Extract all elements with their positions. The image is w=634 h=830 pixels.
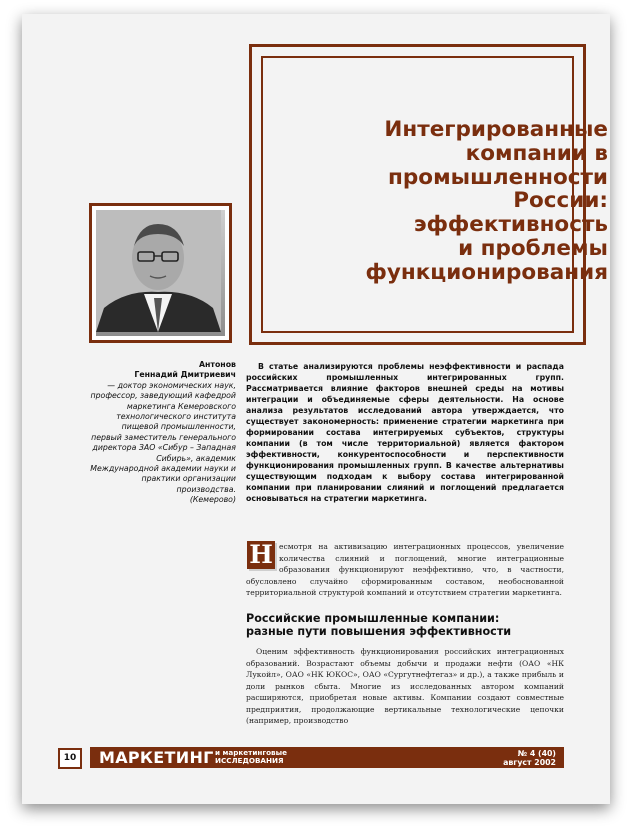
author-given-names: Геннадий Дмитриевич (134, 370, 236, 380)
issue-number: № 4 (40) (517, 749, 556, 758)
article-title: Интегрированные компании в промышленности России: эффективность и проблемы функционирования (365, 117, 608, 285)
magazine-subtitle-line-1: и маркетинговые (215, 748, 287, 757)
author-photo (96, 210, 225, 336)
magazine-subtitle-line-2: ИССЛЕДОВАНИЯ (215, 756, 284, 765)
page-number: 10 (58, 748, 82, 769)
author-photo-frame (89, 203, 232, 343)
issue-date: август 2002 (503, 758, 556, 767)
footer-bar (90, 747, 564, 768)
magazine-name: МАРКЕТИНГ (99, 748, 214, 767)
magazine-subtitle (215, 749, 287, 765)
issue-info (503, 749, 556, 767)
body-paragraph-1-text: есмотря на активизацию интеграционных процессов, увеличение количества слияний и поглощений, многие интеграционные образования функционируют неэффективно, что, в частности, обусловлено случайно сформированным составом, необоснованной территориальной структурой компаний и отсутствием стратегии маркетинга. (246, 542, 564, 597)
section-heading: Российские промышленные компании: разные пути повышения эффективности (246, 612, 512, 638)
body-paragraph-2: Оценим эффективность функционирования российских интеграционных образований. Возрастают объемы добычи и продажи нефти (ОАО «НК Лукойл», ОАО «НК ЮКОС», ОАО «Сургутнефтегаз» и др.), а также прибыль и доли рынков сбыта. Многие из исследованных автором компаний расширяются, приобретая новые активы. Компании создают совместные предприятия, продолжающие вертикальные технологические цепочки (например, производство (246, 647, 564, 725)
drop-cap: Н (247, 541, 275, 569)
author-info (90, 360, 236, 506)
author-surname: Антонов (199, 360, 236, 369)
article-abstract: В статье анализируются проблемы неэффективности и распада российских промышленных интегрированных групп. Рассматривается влияние факторов внешней среды на мотивы интеграции и объединяемые сферы деятельности. На основе анализа результатов исследований автора утверждается, что существует закономерность: применение стратегии маркетинга при формировании состава интегрируемых субъектов, структуры компании (в том числе территориальной) является фактором эффективности, конкурентоспособности и перспективности функционирования промышленных групп. В качестве альтернативы существующим подходам к выбору состава интегрированной компании при планировании слияний и поглощений предлагается основываться на стратегии маркетинга. (246, 362, 564, 503)
body-paragraph-1 (246, 541, 564, 599)
author-bio: — доктор экономических наук, профессор, заведующий кафедрой маркетинга Кемеровского технологического института пищевой промышленности, первый заместитель генерального директора ЗАО «Сибур – Западная Сибирь», академик Международной академии науки и практики организации производства. (90, 380, 236, 494)
author-portrait-illustration (96, 210, 221, 332)
author-city: (Кемерово) (189, 495, 236, 505)
